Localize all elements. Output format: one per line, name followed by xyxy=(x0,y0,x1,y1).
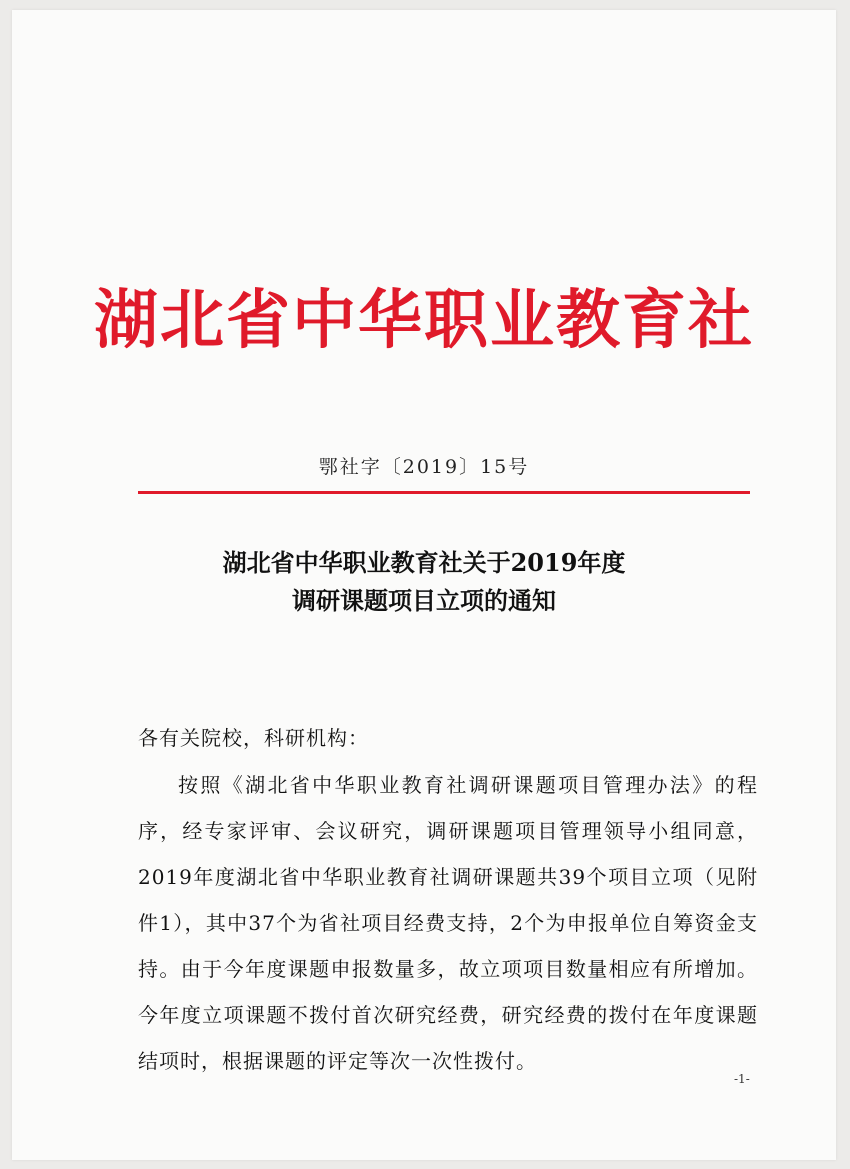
page-number: -1- xyxy=(734,1072,750,1086)
document-page xyxy=(12,10,836,1160)
body-paragraph: 按照《湖北省中华职业教育社调研课题项目管理办法》的程序，经专家评审、会议研究，调研课题项目管理领导小组同意，2019年度湖北省中华职业教育社调研课题共39个项目立项（见附件1），其中37个为省社项目经费支持，2个为申报单位自筹资金支持。由于今年度课题申报数量多，故立项项目数量相应有所增加。今年度立项课题不拨付首次研究经费，研究经费的拨付在年度课题结项时，根据课题的评定等次一次性拨付。 xyxy=(138,773,758,1073)
salutation: 各有关院校，科研机构： xyxy=(138,726,369,750)
document-number: 鄂社字〔2019〕15号 xyxy=(318,456,530,478)
notice-title xyxy=(12,544,836,620)
red-divider-line xyxy=(138,491,750,494)
notice-title-line-2: 调研课题项目立项的通知 xyxy=(292,586,556,615)
notice-title-line-1: 湖北省中华职业教育社关于2019年度 xyxy=(222,548,626,577)
organization-letterhead: 湖北省中华职业教育社 xyxy=(94,284,754,358)
